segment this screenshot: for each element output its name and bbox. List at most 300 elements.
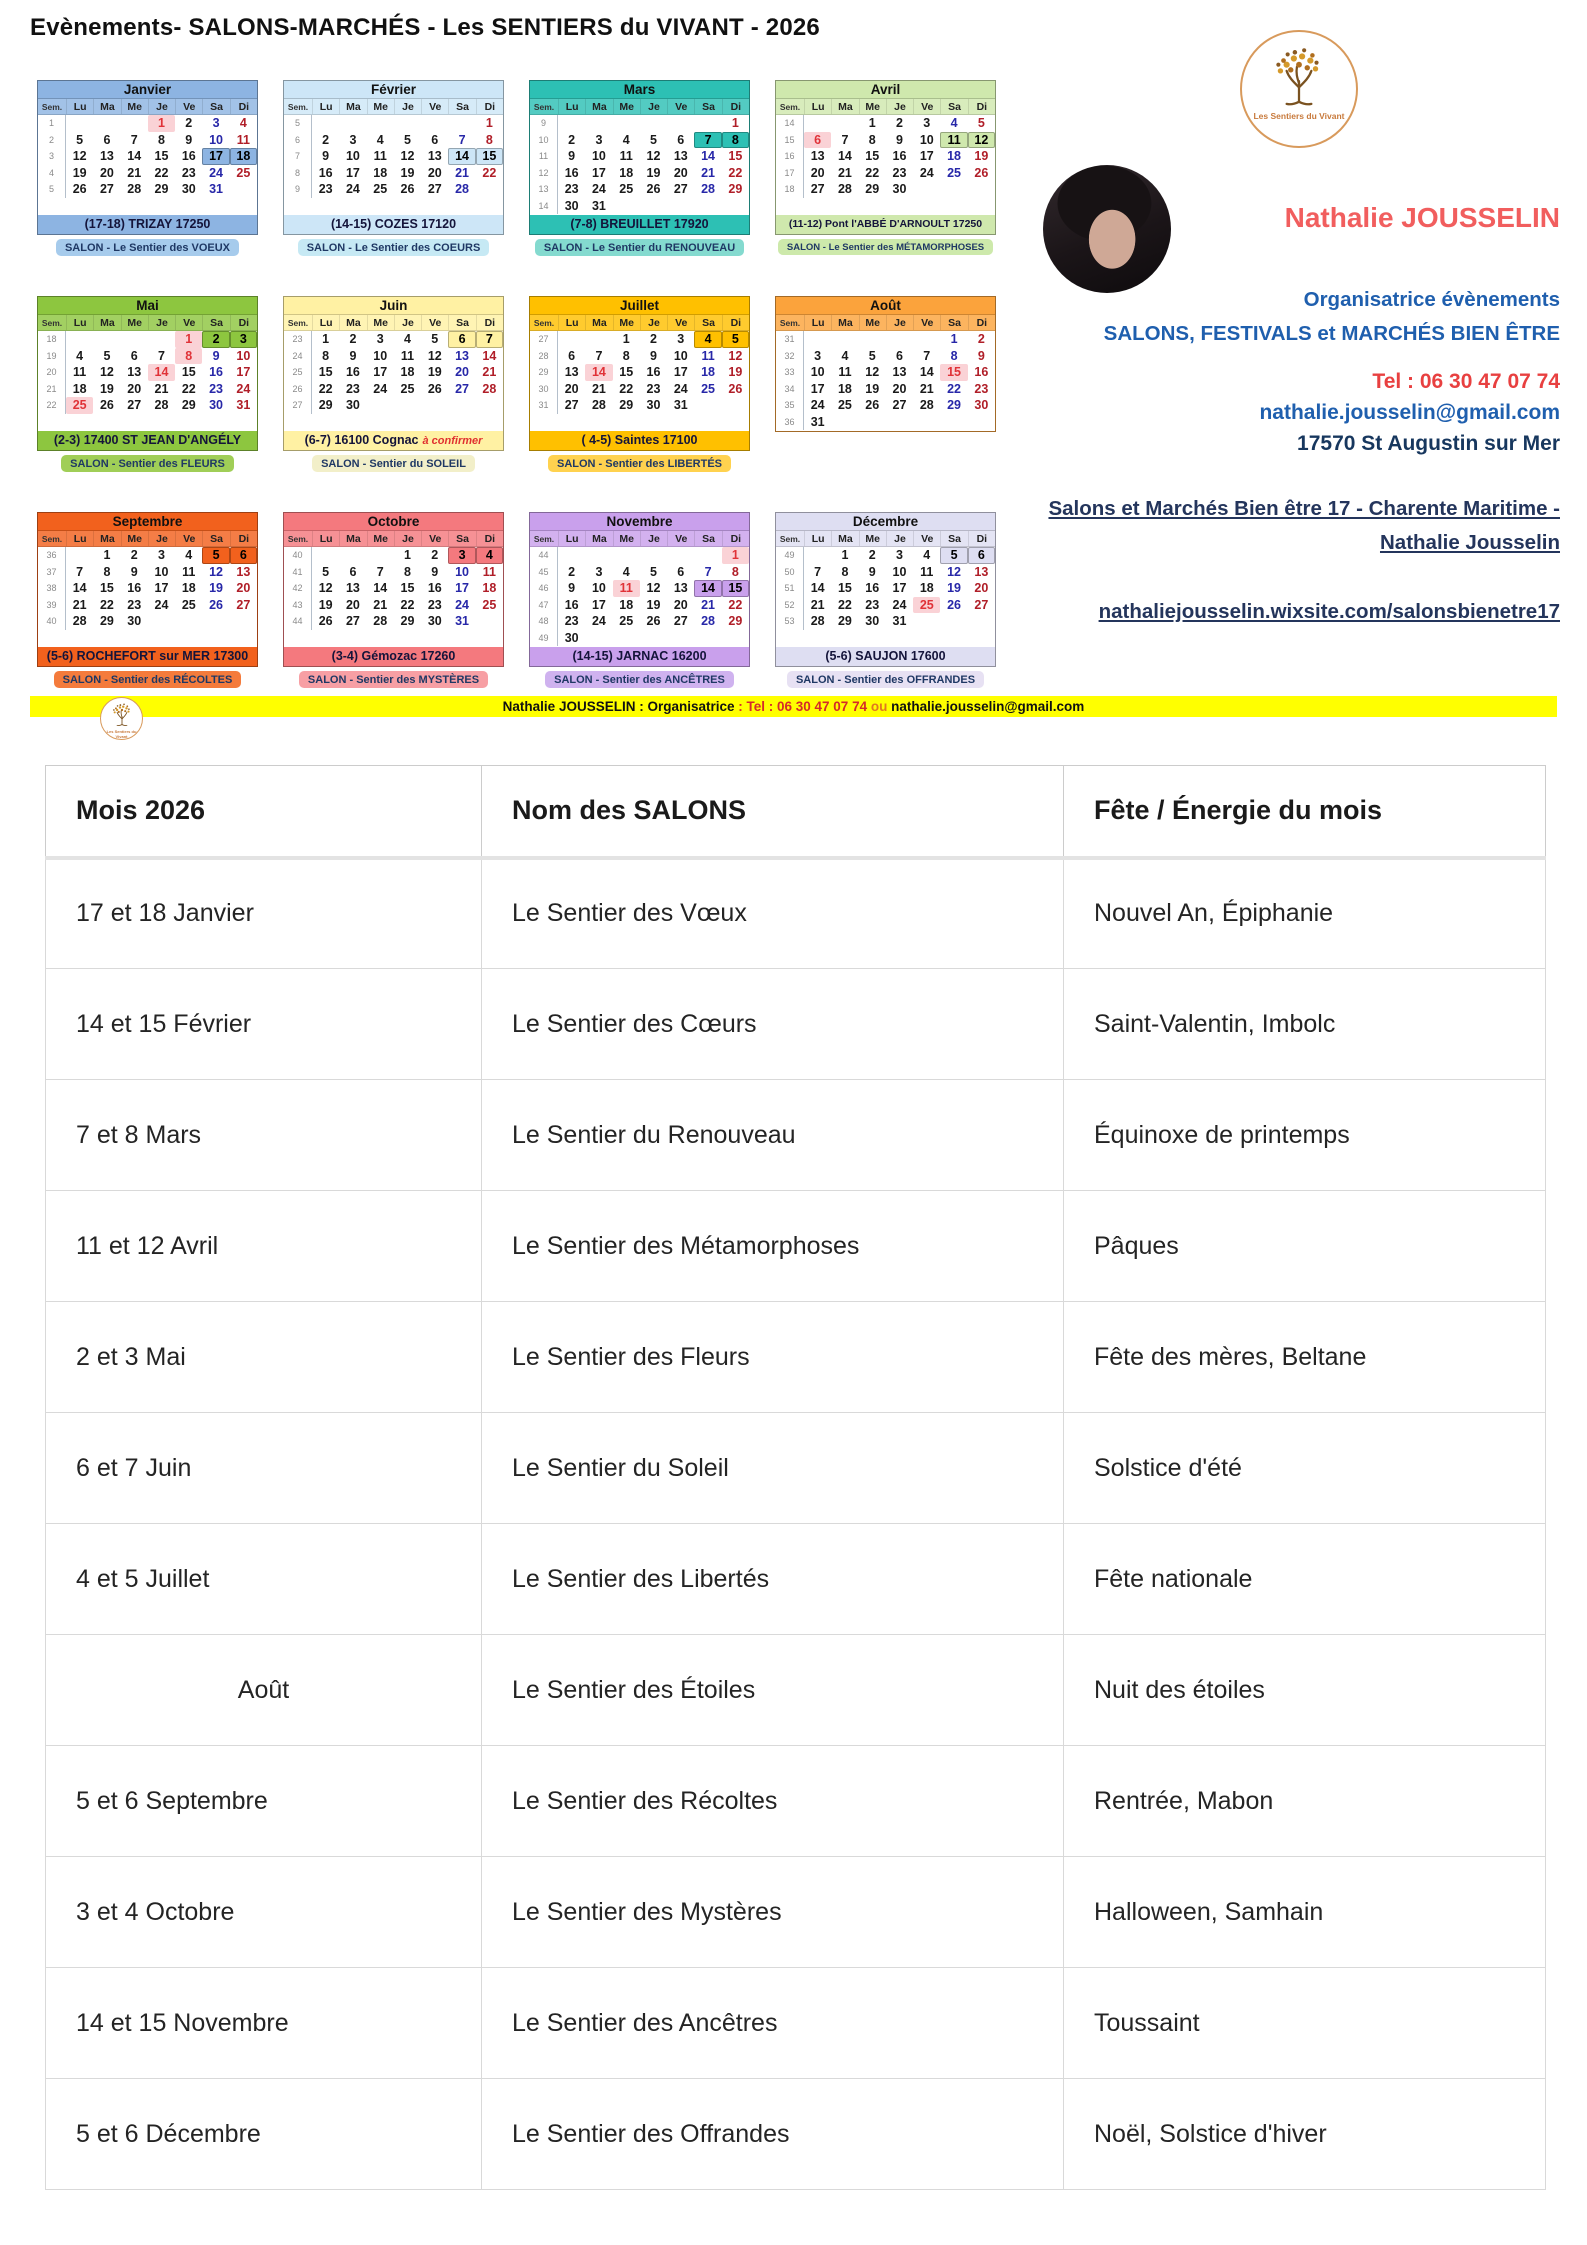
day-cell: 2 — [431, 548, 439, 562]
day-cell: 22 — [400, 597, 415, 612]
weekday-label: Sa — [940, 315, 967, 330]
week-row — [284, 597, 503, 614]
day-cell: 7 — [130, 132, 138, 147]
day-cell: 12 — [646, 149, 661, 163]
day-cell: 27 — [99, 182, 114, 196]
day-cell: 6 — [448, 331, 475, 348]
day-cell: 9 — [568, 149, 576, 163]
day-cell: 24 — [591, 614, 606, 628]
day-cell: 7 — [814, 564, 822, 579]
weeknum-header: Sem. — [779, 318, 801, 328]
weekday-header-row — [38, 531, 257, 547]
table-header-row — [46, 766, 1546, 858]
day-cell: 9 — [185, 132, 193, 147]
day-cell — [148, 331, 175, 348]
day-cell: 29 — [728, 614, 743, 628]
day-cell — [968, 613, 995, 630]
week-number: 41 — [284, 564, 312, 581]
day-cell: 16 — [181, 149, 196, 163]
day-cell: 4 — [694, 331, 721, 348]
weekday-label: Ve — [421, 315, 448, 330]
week-row — [38, 181, 257, 198]
cell-salon-name: Le Sentier des Offrandes — [482, 2079, 1064, 2190]
cell-month: 2 et 3 Mai — [46, 1302, 482, 1413]
day-cell: 25 — [66, 397, 93, 414]
day-cell: 26 — [427, 381, 442, 396]
day-cell: 30 — [127, 614, 142, 628]
week-row — [776, 547, 995, 564]
weekday-label: Ma — [831, 99, 858, 114]
day-cell: 6 — [677, 564, 685, 579]
day-cell: 25 — [400, 381, 415, 396]
day-cell: 22 — [318, 381, 333, 396]
day-cell: 3 — [595, 132, 603, 147]
weekday-label: Ma — [93, 99, 120, 114]
day-cell: 2 — [349, 332, 357, 346]
day-cell: 29 — [619, 398, 634, 412]
month-title: Octobre — [284, 513, 503, 531]
table-row — [46, 1080, 1546, 1191]
day-cell: 7 — [694, 132, 721, 149]
month-days — [38, 547, 257, 647]
day-cell: 19 — [865, 381, 880, 396]
day-cell: 16 — [865, 581, 880, 595]
week-row — [38, 397, 257, 414]
day-cell: 27 — [810, 182, 825, 196]
day-cell: 20 — [427, 165, 442, 180]
month-days — [38, 115, 257, 215]
week-number: 47 — [530, 597, 558, 614]
day-cell: 23 — [865, 597, 880, 612]
day-cell: 1 — [622, 332, 630, 346]
day-cell: 21 — [482, 365, 497, 379]
day-cell: 25 — [373, 182, 388, 196]
day-cell: 25 — [181, 597, 196, 612]
day-cell: 1 — [485, 116, 493, 130]
week-number: 24 — [284, 348, 312, 365]
day-cell: 21 — [591, 381, 606, 396]
week-row — [776, 165, 995, 182]
day-cell: 14 — [837, 149, 852, 163]
day-cell: 25 — [837, 398, 852, 412]
weeknum-header: Sem. — [779, 534, 801, 544]
month-days — [776, 547, 995, 647]
weekday-label: Ma — [93, 315, 120, 330]
month-aout — [775, 296, 996, 472]
day-cell: 12 — [400, 149, 415, 163]
week-number: 6 — [284, 132, 312, 149]
weekday-label: Lu — [558, 531, 585, 546]
month-days — [530, 331, 749, 431]
day-cell: 23 — [127, 597, 142, 612]
page-title: Evènements- SALONS-MARCHÉS - Les SENTIERS du VIVANT - 2026 — [30, 14, 820, 41]
weekday-label: Di — [968, 315, 995, 330]
week-number: 33 — [776, 364, 804, 381]
week-number: 28 — [530, 348, 558, 365]
day-cell: 8 — [622, 348, 630, 363]
weeknum-header: Sem. — [533, 534, 555, 544]
day-cell: 16 — [974, 365, 989, 379]
day-cell — [93, 331, 120, 348]
day-cell: 17 — [591, 165, 606, 180]
day-cell: 22 — [482, 165, 497, 180]
day-cell: 3 — [212, 116, 220, 130]
day-cell: 27 — [127, 398, 142, 412]
month-juillet — [529, 296, 750, 472]
day-cell — [585, 547, 612, 564]
month-calendar — [775, 296, 996, 432]
week-number: 2 — [38, 132, 66, 149]
week-number: 48 — [530, 613, 558, 630]
day-cell: 14 — [448, 148, 475, 165]
day-cell: 3 — [448, 547, 475, 564]
week-row — [38, 547, 257, 564]
weekday-label: Ve — [175, 99, 202, 114]
table-row — [46, 858, 1546, 969]
email-link[interactable]: nathalie.jousselin@gmail.com — [1259, 401, 1560, 424]
day-cell: 26 — [99, 398, 114, 412]
week-number: 38 — [38, 580, 66, 597]
day-cell: 15 — [476, 148, 503, 165]
day-cell: 5 — [977, 116, 985, 130]
week-row — [776, 580, 995, 597]
week-row — [530, 148, 749, 165]
day-cell: 2 — [185, 116, 193, 130]
week-number: 16 — [776, 148, 804, 165]
week-row — [776, 132, 995, 149]
day-cell: 29 — [99, 614, 114, 628]
weekday-label: Sa — [940, 531, 967, 546]
weeknum-header: Sem. — [533, 102, 555, 112]
day-cell: 2 — [568, 564, 576, 579]
month-janvier — [37, 80, 258, 256]
day-cell: 15 — [318, 365, 333, 379]
day-cell — [694, 397, 721, 414]
month-calendar — [37, 512, 258, 667]
month-days — [284, 547, 503, 647]
month-calendar — [529, 80, 750, 235]
cell-salon-name: Le Sentier des Vœux — [482, 858, 1064, 969]
day-cell — [476, 613, 503, 630]
month-days — [776, 331, 995, 431]
month-calendar — [529, 512, 750, 667]
day-cell: 12 — [968, 132, 995, 149]
day-cell: 20 — [345, 597, 360, 612]
week-row — [38, 165, 257, 182]
day-cell: 16 — [646, 365, 661, 379]
month-calendar — [283, 296, 504, 451]
day-cell: 23 — [564, 614, 579, 628]
day-cell: 13 — [345, 581, 360, 595]
table-row — [46, 1524, 1546, 1635]
day-cell: 18 — [837, 381, 852, 396]
day-cell: 7 — [376, 564, 384, 579]
day-cell — [394, 397, 421, 414]
week-number: 44 — [284, 613, 312, 630]
week-row — [776, 597, 995, 614]
day-cell: 2 — [650, 332, 657, 346]
month-days — [530, 547, 749, 647]
weekday-header-row — [776, 531, 995, 547]
footer-banner — [30, 696, 1557, 717]
day-cell: 19 — [318, 597, 333, 612]
week-number: 34 — [776, 381, 804, 398]
day-cell: 10 — [373, 348, 388, 363]
cell-salon-name: Le Sentier des Ancêtres — [482, 1968, 1064, 2079]
header-mois: Mois 2026 — [46, 766, 482, 858]
week-row — [776, 564, 995, 581]
day-cell: 21 — [810, 597, 825, 612]
day-cell — [421, 397, 448, 414]
cell-fete: Saint-Valentin, Imbolc — [1064, 969, 1546, 1080]
week-number: 4 — [38, 165, 66, 182]
day-cell: 10 — [236, 348, 251, 363]
month-septembre — [37, 512, 258, 688]
organizer-role: Organisatrice évènements — [1303, 288, 1560, 311]
day-cell: 4 — [841, 348, 849, 363]
day-cell: 27 — [427, 182, 442, 196]
day-cell: 13 — [810, 149, 825, 163]
day-cell: 4 — [950, 116, 958, 130]
weekday-header-row — [530, 531, 749, 547]
week-row — [530, 331, 749, 348]
weekday-label: Ma — [339, 315, 366, 330]
weekday-label: Je — [640, 531, 667, 546]
weekday-label: Sa — [940, 99, 967, 114]
day-cell — [367, 115, 394, 132]
day-cell: 17 — [202, 148, 229, 165]
week-row — [284, 165, 503, 182]
week-number: 46 — [530, 580, 558, 597]
day-cell: 21 — [154, 381, 169, 396]
day-cell: 15 — [728, 149, 743, 163]
day-cell — [694, 115, 721, 132]
day-cell: 10 — [673, 348, 688, 363]
day-cell — [121, 115, 148, 132]
weekday-label: Me — [367, 315, 394, 330]
day-cell: 6 — [968, 547, 995, 564]
day-cell: 2 — [202, 331, 229, 348]
day-cell: 26 — [209, 597, 223, 612]
day-cell — [886, 331, 913, 348]
week-row — [284, 547, 503, 564]
day-cell: 18 — [230, 148, 257, 165]
day-cell — [722, 397, 749, 414]
day-cell: 8 — [841, 564, 849, 579]
day-cell: 18 — [400, 365, 415, 379]
cell-month: 5 et 6 Décembre — [46, 2079, 482, 2190]
day-cell — [66, 115, 93, 132]
event-band: (17-18) TRIZAY 17250 — [38, 215, 257, 234]
tree-icon — [109, 701, 135, 727]
day-cell — [613, 547, 640, 564]
cell-month: 14 et 15 Février — [46, 969, 482, 1080]
organizer-subtitle: SALONS, FESTIVALS et MARCHÉS BIEN ÊTRE — [1103, 322, 1560, 345]
day-cell — [940, 181, 967, 198]
day-cell: 13 — [564, 365, 579, 379]
day-cell: 26 — [72, 182, 87, 196]
event-band: (5-6) ROCHEFORT sur MER 17300 — [38, 647, 257, 666]
month-mars — [529, 80, 750, 256]
cell-month: 7 et 8 Mars — [46, 1080, 482, 1191]
day-cell — [585, 630, 612, 647]
day-cell: 11 — [482, 564, 496, 579]
day-cell: 28 — [72, 614, 87, 628]
event-band: (7-8) BREUILLET 17920 — [530, 215, 749, 234]
weekday-label: Me — [367, 99, 394, 114]
day-cell — [804, 331, 831, 348]
cell-fete: Nouvel An, Épiphanie — [1064, 858, 1546, 969]
cell-fete: Nuit des étoiles — [1064, 1635, 1546, 1746]
day-cell: 1 — [722, 547, 749, 564]
day-cell: 25 — [619, 182, 634, 196]
day-cell: 1 — [175, 331, 202, 348]
day-cell — [940, 414, 967, 431]
day-cell: 12 — [865, 365, 880, 379]
week-row — [38, 364, 257, 381]
day-cell — [312, 115, 339, 132]
day-cell: 20 — [99, 165, 114, 180]
day-cell: 3 — [376, 332, 384, 346]
weekday-label: Di — [968, 99, 995, 114]
day-cell — [804, 115, 831, 132]
week-row — [530, 198, 749, 215]
day-cell — [613, 198, 640, 215]
day-cell: 6 — [677, 132, 685, 147]
weekday-label: Lu — [558, 99, 585, 114]
week-row — [530, 132, 749, 149]
week-number: 31 — [776, 331, 804, 348]
day-cell: 12 — [72, 149, 87, 163]
day-cell: 1 — [322, 332, 330, 346]
day-cell: 18 — [919, 581, 934, 595]
day-cell: 30 — [427, 614, 442, 628]
day-cell: 31 — [209, 182, 223, 196]
day-cell: 3 — [896, 548, 903, 562]
day-cell: 16 — [318, 165, 333, 180]
table-row — [46, 969, 1546, 1080]
event-band: (5-6) SAUJON 17600 — [776, 647, 995, 666]
day-cell: 3 — [349, 132, 357, 147]
day-cell: 1 — [404, 548, 411, 562]
day-cell: 3 — [923, 116, 931, 130]
weekday-label: Sa — [202, 99, 229, 114]
week-row — [530, 381, 749, 398]
week-number: 44 — [530, 547, 558, 564]
day-cell — [694, 198, 721, 215]
day-cell: 3 — [814, 348, 822, 363]
day-cell: 8 — [731, 564, 739, 579]
week-number: 12 — [530, 165, 558, 182]
day-cell: 29 — [154, 182, 169, 196]
cell-fete: Équinoxe de printemps — [1064, 1080, 1546, 1191]
weekday-label: Me — [859, 99, 886, 114]
day-cell: 17 — [373, 365, 388, 379]
week-row — [284, 331, 503, 348]
weekday-header-row — [530, 99, 749, 115]
month-title: Décembre — [776, 513, 995, 531]
day-cell: 5 — [940, 547, 967, 564]
facebook-page-link[interactable]: Salons et Marchés Bien être 17 - Charente Maritime - Nathalie Jousselin — [1048, 497, 1560, 554]
day-cell: 6 — [431, 132, 439, 147]
day-cell: 1 — [841, 548, 849, 562]
day-cell: 28 — [701, 182, 715, 196]
day-cell: 12 — [728, 348, 743, 363]
day-cell — [968, 181, 995, 198]
table-row — [46, 2079, 1546, 2190]
weekday-header-row — [38, 315, 257, 331]
weekday-label: Je — [148, 99, 175, 114]
cell-fete: Pâques — [1064, 1191, 1546, 1302]
day-cell: 10 — [919, 132, 934, 147]
month-days — [38, 331, 257, 431]
day-cell: 8 — [322, 348, 330, 363]
day-cell: 11 — [619, 149, 633, 163]
weekday-label: Ve — [667, 315, 694, 330]
weekday-label: Me — [367, 531, 394, 546]
day-cell: 25 — [619, 614, 634, 628]
weekday-label: Lu — [66, 99, 93, 114]
week-number: 19 — [38, 348, 66, 365]
day-cell: 15 — [865, 149, 880, 163]
day-cell: 15 — [722, 580, 749, 597]
day-cell: 22 — [181, 381, 196, 396]
day-cell — [694, 630, 721, 647]
week-row — [776, 613, 995, 630]
cell-fete: Fête des mères, Beltane — [1064, 1302, 1546, 1413]
cell-month: 17 et 18 Janvier — [46, 858, 482, 969]
week-row — [776, 348, 995, 365]
day-cell: 6 — [568, 348, 576, 363]
weeknum-header: Sem. — [287, 318, 309, 328]
day-cell: 25 — [947, 165, 961, 180]
weekday-label: Ve — [175, 315, 202, 330]
day-cell: 22 — [947, 381, 961, 396]
day-cell: 24 — [236, 381, 251, 396]
weeknum-header: Sem. — [41, 318, 63, 328]
weekday-label: Me — [121, 99, 148, 114]
month-title: Novembre — [530, 513, 749, 531]
weekday-label: Sa — [448, 315, 475, 330]
weekday-label: Sa — [202, 531, 229, 546]
month-calendar — [529, 296, 750, 451]
week-row — [38, 115, 257, 132]
cell-month: 6 et 7 Juin — [46, 1413, 482, 1524]
day-cell: 18 — [701, 365, 715, 379]
day-cell: 15 — [154, 149, 169, 163]
day-cell: 24 — [591, 182, 606, 196]
weekday-label: Ve — [421, 99, 448, 114]
event-suffix: à confirmer — [422, 435, 483, 447]
month-title: Février — [284, 81, 503, 99]
day-cell — [476, 397, 503, 414]
day-cell — [694, 547, 721, 564]
website-link[interactable]: nathaliejousselin.wixsite.com/salonsbienetre17 — [1098, 600, 1560, 623]
day-cell: 10 — [892, 564, 907, 579]
month-novembre — [529, 512, 750, 688]
day-cell — [667, 547, 694, 564]
salon-chip: SALON - Le Sentier des COEURS — [298, 239, 490, 256]
week-number: 36 — [38, 547, 66, 564]
day-cell: 1 — [731, 116, 739, 130]
day-cell: 18 — [619, 597, 634, 612]
week-number: 13 — [530, 181, 558, 198]
weekday-header-row — [284, 315, 503, 331]
day-cell: 29 — [865, 182, 880, 196]
day-cell: 7 — [476, 331, 503, 348]
day-cell — [66, 547, 93, 564]
day-cell: 24 — [919, 165, 934, 180]
